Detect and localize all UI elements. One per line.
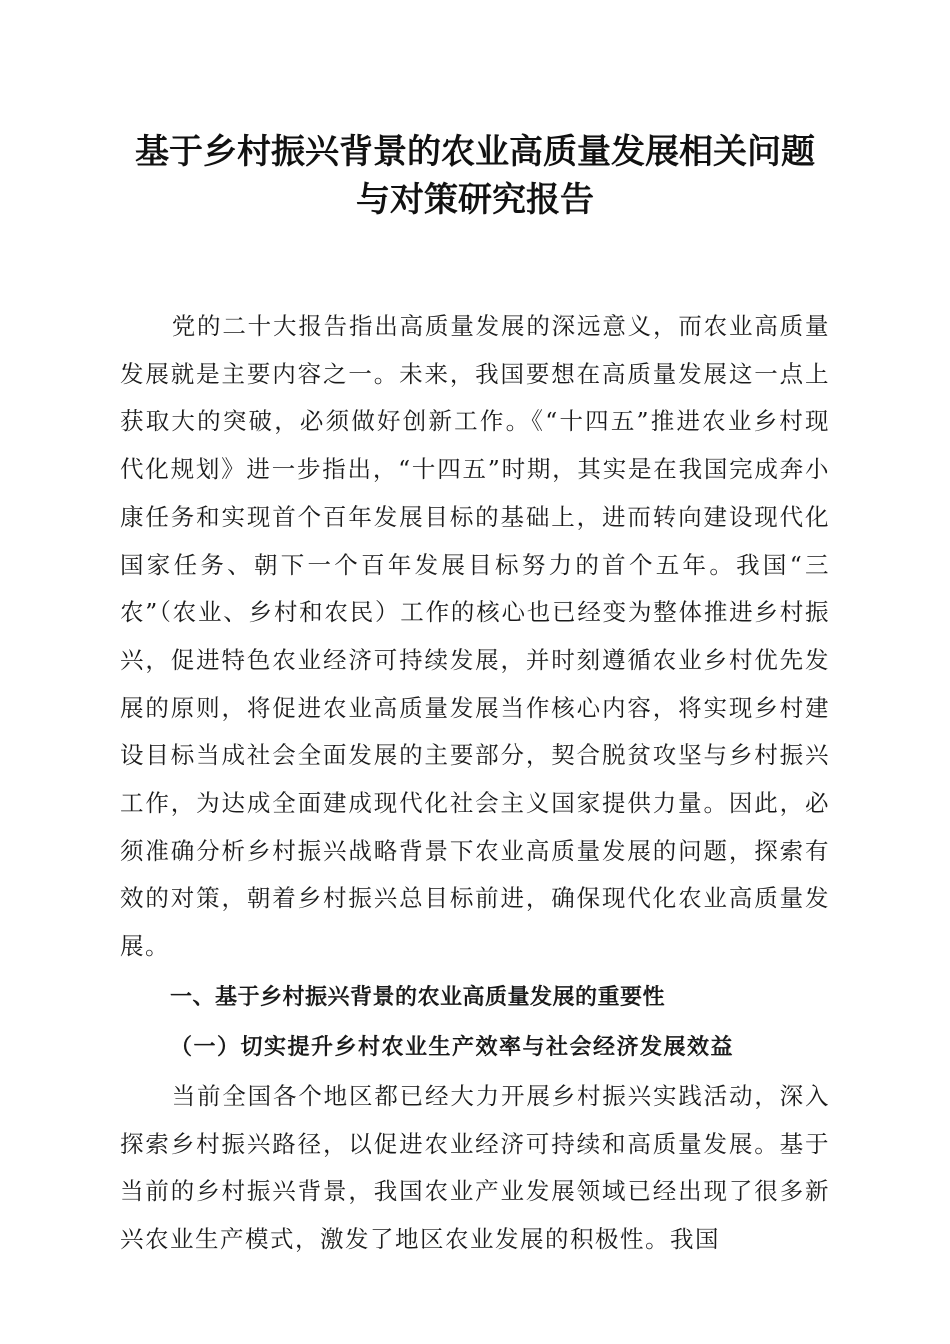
intro-paragraph: 党的二十大报告指出高质量发展的深远意义，而农业高质量发展就是主要内容之一。未来，我国要想在高质量发展这一点上获取大的突破，必须做好创新工作。《“十四五”推进农业乡村现代化规划》进一步指出，“十四五”时期，其实是在我国完成奔小康任务和实现首个百年发展目标的基础上，进而转向建设现代化国家任务、朝下一个百年发展目标努力的首个五年。我国“三农”（农业、乡村和农民）工作的核心也已经变为整体推进乡村振兴，促进特色农业经济可持续发展，并时刻遵循农业乡村优先发展的原则，将促进农业高质量发展当作核心内容，将实现乡村建设目标当成社会全面发展的主要部分，契合脱贫攻坚与乡村振兴工作，为达成全面建成现代化社会主义国家提供力量。因此，必须准确分析乡村振兴战略背景下农业高质量发展的问题，探索有效的对策，朝着乡村振兴总目标前进，确保现代化农业高质量发展。 [120, 312, 830, 961]
document-title [120, 128, 830, 224]
section-heading: 一、基于乡村振兴背景的农业高质量发展的重要性 [170, 984, 666, 1010]
body-paragraph: 当前全国各个地区都已经大力开展乡村振兴实践活动，深入探索乡村振兴路径，以促进农业经济可持续和高质量发展。基于当前的乡村振兴背景，我国农业产业发展领域已经出现了很多新兴农业生产模式，激发了地区农业发展的积极性。我国 [120, 1081, 830, 1253]
title-line-1: 基于乡村振兴背景的农业高质量发展相关问题 [135, 132, 815, 172]
subsection-heading: （一）切实提升乡村农业生产效率与社会经济发展效益 [170, 1033, 735, 1060]
title-line-2: 与对策研究报告 [356, 180, 594, 220]
document-page [120, 128, 830, 1264]
